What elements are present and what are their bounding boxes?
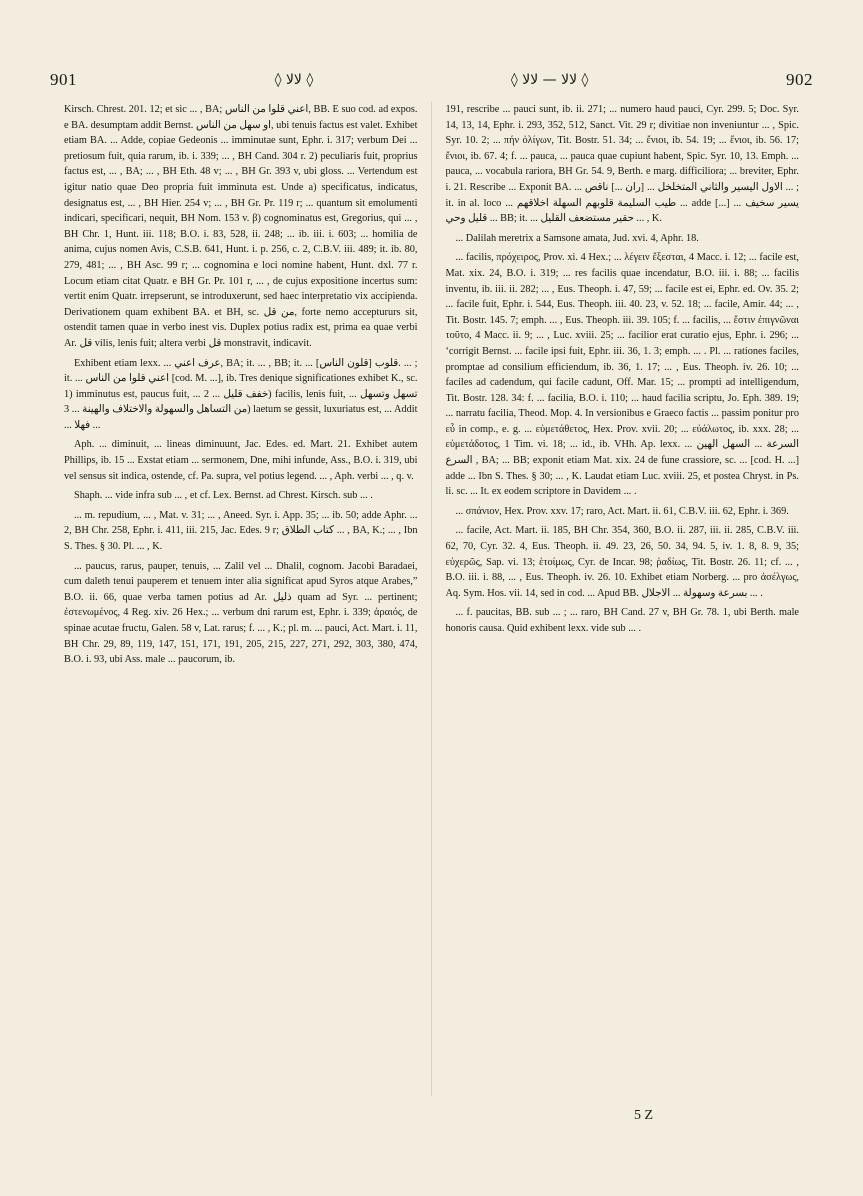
entry-paragraph: ... σπάνιον, Hex. Prov. xxv. 17; raro, Act. Mart. ii. 61, C.B.V. iii. 62, Ephr. i. 369. <box>455 505 789 517</box>
entry-paragraph: ... f. paucitas, BB. sub ... ; ... raro, BH Cand. 27 v, BH Gr. 78. 1, ubi Berth. male honoris causa. Quid exhibent lexx. vide sub ... . <box>445 607 799 634</box>
page-header <box>50 66 813 94</box>
entry-paragraph: ... paucus, rarus, pauper, tenuis, ... Zalil vel ... Dhalil, cognom. Jacobi Baradaei, cum daleth tenui pauperem et tenuem inter alia significat apud Syros atque Arabes,” B.O. ii. 66, quae verba tamen potius ad Ar. ذليل quam ad Syr. ... pertinent; ἐστενωμένος, 4 Reg. xiv. 26 Hex.; ... verbum dni rarum est, Ephr. i. 339; ἀραιός, de spinae acutae fructu, Galen. 58 v, Lat. rarus; f. ... , K.; pl. m. ... pauci, Act. Mart. i. 11, BH Chr. 29, 89, 119, 147, 151, 171, 191, 205, 215, 227, 271, 292, 303, 380, 474, B.O. i. 93, ubi Ass. male ... paucorum, ib. <box>64 560 418 666</box>
text-columns <box>64 102 799 1096</box>
entry-paragraph: 191, rescribe ... pauci sunt, ib. ii. 271; ... numero haud pauci, Cyr. 299. 5; Doc. Syr. 14, 13, 14, Ephr. i. 293, 352, 512, Sanct. Vit. 29 r; divitiae non inveniuntur ... , Spic. Syr. 10. 2; ... πήν ὀλίγων, Tit. Bostr. 51. 34; ... ἔνιοι, ib. 54. 19; ... ἔνιοι, ib. 56. 17; ἔνιοι, ib. 67. 4; f. ... pauca, ... pauca quae cupiunt habent, Spic. Syr. 10, 13. Emph. ... pauca, ... vocabula rariora, BH Gr. 54. 9, Berth. e marg. difficiliora; ... breviter, Ephr. i. 21. Rescribe ... Exponit BA. ... الاول اليسير والثاني المتخلخل ... [ران ...] ناقص ... ; it. in al. loco ... طيب السليمة قلوبهم السهلة اخلاقهم ... adde [...] ... يسير سخيف قليل وحي ... BB; it. ... حقير مستضعف القليل ... , K. <box>445 104 799 225</box>
entry-paragraph: Shaph. ... vide infra sub ... , et cf. Lex. Bernst. ad Chrest. Kirsch. sub ... . <box>74 490 373 502</box>
entry-paragraph: Exhibent etiam lexx. ... عرف اعني, BA; it. ... , BB; it. ... قلوب [قلون الناس]. ... ; it. ... اعني قلوا من الناس [cod. M. ...], ib. Tres denique significationes exhibet K., sc. 1) imminutus est, paucus fuit, ... خفف قليل ... 2) facilis, lenis fuit, ... تسهل وتسهل من التساهل والسهولة والاختلاف والهينة ... 3) laetum se gessit, luxuriatus est, ... Addit ... فهلا ... <box>64 357 418 431</box>
signature-mark: 5 Z <box>633 1108 653 1123</box>
left-column <box>64 102 418 1096</box>
left-page-number: 901 <box>50 70 77 89</box>
right-column <box>446 102 800 1096</box>
left-running-title: ◊ لالا ◊ <box>274 72 314 88</box>
entry-paragraph: ... m. repudium, ... , Mat. v. 31; ... , Aneed. Syr. i. App. 35; ... ib. 50; adde Aphr. ... 2, BH Chr. 258, Ephr. i. 411, iii. 215, Jac. Edes. 9 r; كتاب الطلاق ... , BA, K.; ... , Ibn S. Thes. § 30. Pl. ... , K. <box>64 509 418 553</box>
right-page-number: 902 <box>786 70 813 89</box>
entry-paragraph: Kirsch. Chrest. 201. 12; et sic ... , BA; اعني قلوا من الناس, BB. E suo cod. ad expos. e BA. desumptam addit Bernst. او سهل من الناس, ubi tenuis factus est valet. Exhibet etiam BA. ... Adde, copiae Gedeonis ... imminutae sunt, Ephr. i. 317; verbum Dei ... pretiosum fuit, quia rarum, ib. i. 339; ... , BH Cand. 304 r. 2) peculiaris fuit, proprius factus est, ... , BA; ... , BH Eth. 48 v; ... , BH Gr. 393 v, ubi gloss. ... Vertendum est igitur natio quae Deo propria fuit imminuta est. Unde a) specificatus, indicatus, designatus est, ... , BH Hier. 254 v; ... , BH Gr. Pr. 119 r; ... quantum sit emolumenti indicari, specificari, nequit, BH Nom. 153 v. β) cognominatus est, Gregorius, qui ... , BH Chr. 1, Hunt. iii. 118; B.O. i. 83, 528, ii. 248; ... ib. iii. i. 603; ... homilia de anima, cujus nomen Avis, C.S.B. 641, Hunt. i. p. 256, c. 2, C.B.V. iii. 489; it. ib. 80, 279, 481; ... , BH Asc. 99 r; ... cognomina e loci nomine habent, Hunt. dxl. 77 r. Locum etiam citat Quatr. e BH Gr. Pr. 101 r, ... , de cujus expositione incertus sum: vertit enim Quatr. irrepserunt, se introduxerunt, sed haec interpretatio vix accipienda. Derivationem quam exhibent BA. et BH, sc. من قل, forte nemo acceptururs sit, ostendit tamen quae in verbo inest vis. Duplex potius radix est, prima ea quae verbi Ar. قل vilis, lenis fuit; altera verbi قل monstravit, indicavit. <box>64 104 418 349</box>
entry-paragraph: ... Dalilah meretrix a Samsone amata, Jud. xvi. 4, Aphr. 18. <box>455 232 699 244</box>
entry-paragraph: Aph. ... diminuit, ... lineas diminuunt, Jac. Edes. ed. Mart. 21. Exhibet autem Phillips, ib. 15 ... Exstat etiam ... sermonem, Dne, mihi infunde, Ass., B.O. i. 319, ubi vel sensus sit indica, ostende, cf. Pa. supra, vel potius legend. ... , Aph. verbi ... , q. v. <box>64 439 418 482</box>
entry-paragraph: ... facilis, πρόχειρος, Prov. xi. 4 Hex.; ... λέγειν ἔξεσται, 4 Macc. i. 12; ... facile est, Mat. xix. 24, B.O. i. 319; ... res facilis quae incendatur, B.O. iii. i. 88; ... facilis inventu, ib. iii. ii. 282; ... , Eus. Theoph. i. 47, 59; ... facile est ei, Ephr. ed. Ov. 35. 2; ... facile fuit, Ephr. i. 544, Eus. Theoph. iii. 40. 23, v. 52. 18; ... facile, Amir. 44; ... , Tit. Bostr. 145. 7; emph. ... , Eus. Theoph. iii. 39. 105; f. ... facilis, ... ἔστιν ἐπιγνῶναι τοῦτο, 4 Macc. ii. 9; ... , Luc. xviii. 25; ... facilior erat curatio ejus, Ephr. i. 296; ... ‘corrigit Bernst. ... facile ipsi fuit, Ephr. iii. 36, 1. 3; emph. ... . Pl. ... rationes faciles, promptae ad consilium efficiendum, ib. 36, 1. 17; ... , Eus. Theoph. iv. 26. 10; ... faciles ad cadendum, qui facile cadunt, Off. Mar. 15; ... prompti ad intelligendum, Tit. Bostr. 128. 34: f. ... facilia, B.O. i. 110; ... haud facilia scriptu, Jo. Eph. 389. 19; ... narratu facilia, Theod. Mop. 4. In versionibus e Graeco factis ... passim ponitur pro εὖ in comp., e. g. ... εὐμετάθετος, Hex. Prov. xvii. 20; ... εὐάλωτος, ib. xxx. 28; ... εὐμετάδοτος, 1 Tim. vi. 18; ... id., ib. VHh. Ap. lexx. السرعة ... السهل الهين ... السرع , BA; ... BB; exponit etiam Mat. xix. 24 de fune crassiore, sc. ... [cod. H. ...] adde ... Ibn S. Thes. § 30; ... , K. Laudat etiam Luc. xviii. 25, et postea Chryst. in Ps. li. sc. ... It. ex eodem scriptore in Davidem ... . <box>445 252 799 498</box>
right-running-title: ◊ لالا — لالا ◊ <box>510 72 589 88</box>
entry-paragraph: ... facile, Act. Mart. ii. 185, BH Chr. 354, 360, B.O. ii. 287, iii. ii. 285, C.B.V. iii. 62, 70, Cyr. 32. 4, Eus. Theoph. ii. 49. 23, 26, 50. 34, 94. 5, iv. 1. 8, 8. 9, 35; εὐχερῶς, Sap. vi. 13; ἑτοίμως, Cyr. de Incar. 98; ῥαδίως, Tit. Bostr. 26. 11; cf. ... , B.O. iii. i. 88, ... , Eus. Theoph. iv. 26. 10. Exhibet etiam Norberg. ... pro ἀσέλγως, Aq. Sym. Hos. vii. 14, sed in cod. ... Apud BB. بسرعة وسهولة ... الاجلال ... . <box>445 525 799 599</box>
